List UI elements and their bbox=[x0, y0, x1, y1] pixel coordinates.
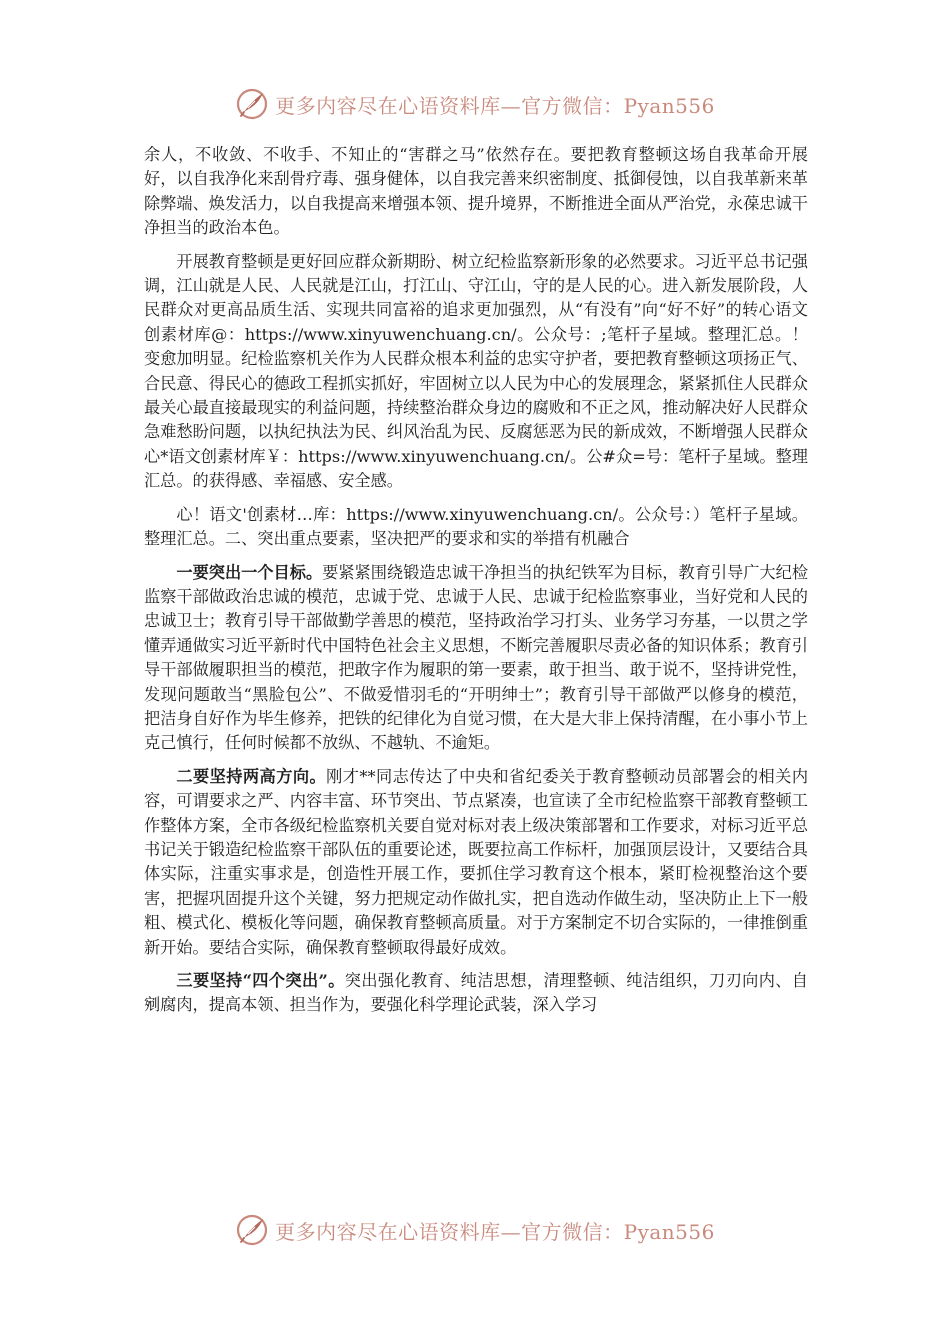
quill-logo-icon bbox=[235, 1213, 269, 1247]
header-banner bbox=[0, 84, 950, 124]
quill-logo-icon bbox=[235, 87, 269, 121]
footer-banner-text: 更多内容尽在心语资料库—官方微信：Pyan556 bbox=[275, 1219, 715, 1244]
document-body bbox=[144, 143, 808, 1027]
paragraph-2 bbox=[144, 250, 808, 494]
paragraph-5-lead: 二要坚持两高方向。 bbox=[176, 766, 327, 786]
paragraph-2-text: 开展教育整顿是更好回应群众新期盼、树立纪检监察新形象的必然要求。习近平总书记强调，江山就是人民、人民就是江山，打江山、守江山，守的是人民的心。进入新发展阶段，人民群众对更高品质生活、实现共同富裕的追求更加强烈，从“有没有”向“好不好”的转心语文创素材库@：https://www.xinyuwenchuang.cn/。公众号：;笔杆子星域。整理汇总。！变愈加明显。纪检监察机关作为人民群众根本利益的忠实守护者，要把教育整顿这项扬正气、合民意、得民心的德政工程抓实抓好，牢固树立以人民为中心的发展理念，紧紧抓住人民群众最关心最直接最现实的利益问题，持续整治群众身边的腐败和不正之风，推动解决好人民群众急难愁盼问题，以执纪执法为民、纠风治乱为民、反腐惩恶为民的新成效，不断增强人民群众心*语文创素材库￥：https://www.xinyuwenchuang.cn/。公#众=号：笔杆子星域。整理汇总。的获得感、幸福感、安全感。 bbox=[144, 251, 808, 491]
paragraph-5-text: 刚才**同志传达了中央和省纪委关于教育整顿动员部署会的相关内容，可谓要求之严、内容丰富、环节突出、节点紧凑，也宣读了全市纪检监察干部教育整顿工作整体方案，全市各级纪检监察机关要自觉对标对表上级决策部署和工作要求，对标习近平总书记关于锻造纪检监察干部队伍的重要论述，既要拉高工作标杆，加强顶层设计，又要结合具体实际，注重实事求是，创造性开展工作，要抓住学习教育这个根本，紧盯检视整治这个要害，把握巩固提升这个关键，努力把规定动作做扎实，把自选动作做生动，坚决防止上下一般粗、模式化、模板化等问题，确保教育整顿高质量。对于方案制定不切合实际的，一律推倒重新开始。要结合实际，确保教育整顿取得最好成效。 bbox=[144, 766, 809, 957]
paragraph-3-text: 心！语文'创素材…库：https://www.xinyuwenchuang.cn/。公众号：）笔杆子星域。整理汇总。二、突出重点要素，坚决把严的要求和实的举措有机融合 bbox=[144, 504, 808, 549]
header-banner-text: 更多内容尽在心语资料库—官方微信：Pyan556 bbox=[275, 93, 715, 118]
paragraph-6 bbox=[144, 969, 808, 1018]
paragraph-1-text: 余人，不收敛、不收手、不知止的“害群之马”依然存在。要把教育整顿这场自我革命开展好，以自我净化来刮骨疗毒、强身健体，以自我完善来织密制度、抵御侵蚀，以自我革新来革除弊端、焕发活力，以自我提高来增强本领、提升境界，不断推进全面从严治党，永葆忠诚干净担当的政治本色。 bbox=[144, 145, 808, 238]
paragraph-3 bbox=[144, 503, 808, 552]
paragraph-4-text: 要紧紧围绕锻造忠诚干净担当的执纪铁军为目标，教育引导广大纪检监察干部做政治忠诚的模范，忠诚于党、忠诚于人民、忠诚于纪检监察事业，当好党和人民的忠诚卫士；教育引导干部做勤学善思的模范，坚持政治学习打头、业务学习夯基，一以贯之学懂弄通做实习近平新时代中国特色社会主义思想，不断完善履职尽责必备的知识体系；教育引导干部做履职担当的模范，把敢字作为履职的第一要素，敢于担当、敢于说不，坚持讲党性，发现问题敢当“黑脸包公”、不做爱惜羽毛的“开明绅士”；教育引导干部做严以修身的模范，把洁身自好作为毕生修养，把铁的纪律化为自觉习惯，在大是大非上保持清醒，在小事小节上克己慎行，任何时候都不放纵、不越轨、不逾矩。 bbox=[144, 562, 809, 753]
paragraph-4 bbox=[144, 561, 808, 756]
footer-banner bbox=[0, 1210, 950, 1250]
paragraph-4-lead: 一要突出一个目标。 bbox=[176, 562, 323, 582]
paragraph-6-text: 突出强化教育、纯洁思想，清理整顿、纯洁组织，刀刃向内、自剜腐肉，提高本领、担当作为，要强化科学理论武装，深入学习 bbox=[144, 971, 808, 1015]
paragraph-5 bbox=[144, 765, 808, 960]
paragraph-1 bbox=[144, 143, 808, 241]
paragraph-6-lead: 三要坚持“四个突出”。 bbox=[176, 971, 345, 990]
